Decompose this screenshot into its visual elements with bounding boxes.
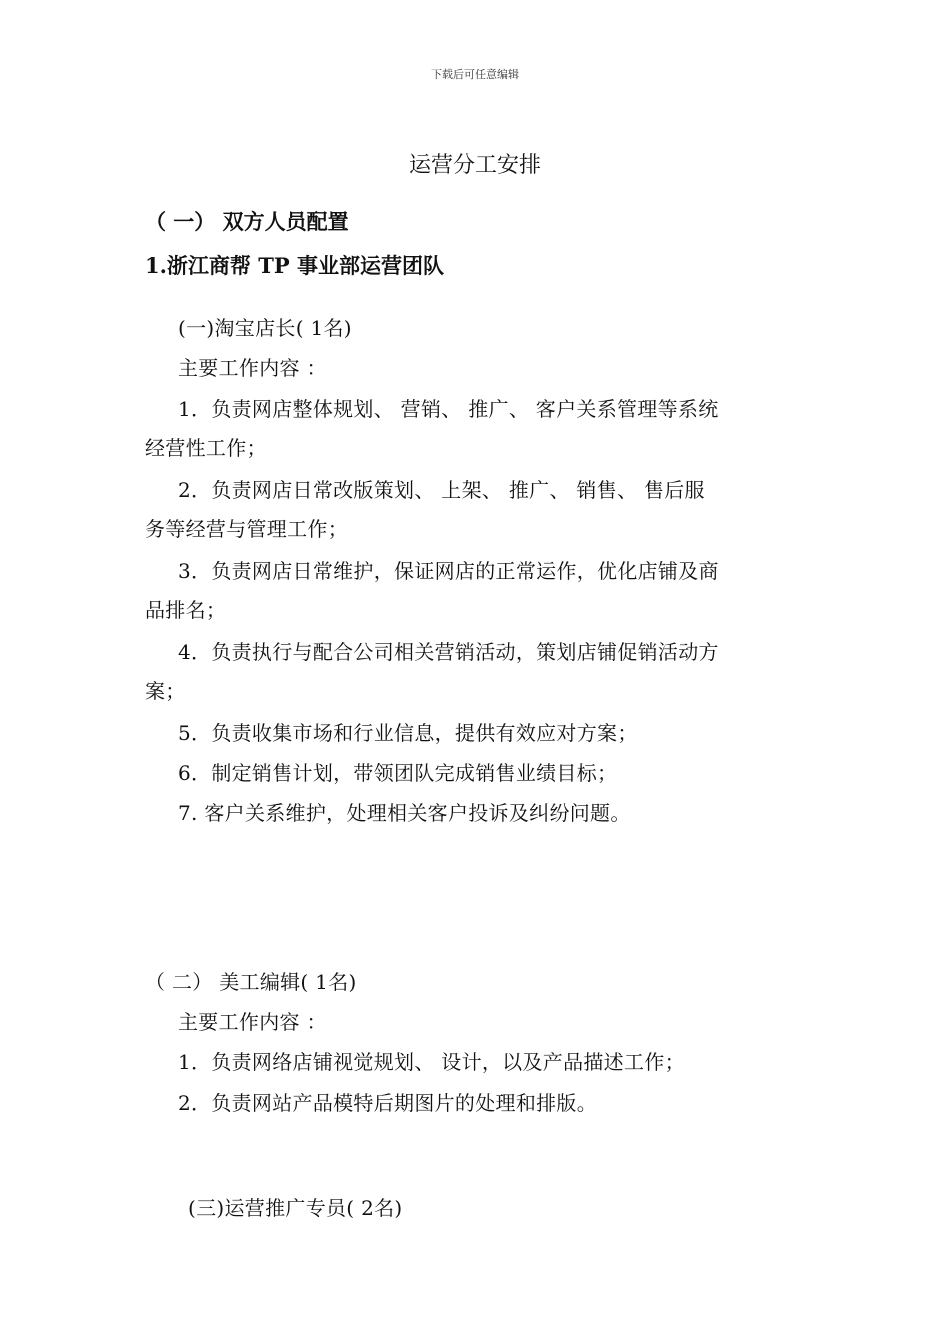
list-item: 4．负责执行与配合公司相关营销活动，策划店铺促销活动方 [178,640,719,664]
list-item: 5．负责收集市场和行业信息，提供有效应对方案； [178,721,638,745]
role-intro-designer: 主要工作内容 ： [178,1010,327,1034]
document-title: 运营分工安排 [408,153,541,178]
list-item: 1．负责网络店铺视觉规划、 设计，以及产品描述工作； [178,1050,685,1074]
role-title-store-manager: (一)淘宝店长( 1名) [178,316,352,340]
role-title-designer: （ 二） 美工编辑( 1名) [145,970,357,994]
role-title-promotion: (三)运营推广专员( 2名) [188,1196,403,1220]
list-item: 1．负责网店整体规划、 营销、 推广、 客户关系管理等系统 [178,397,719,421]
list-item-continuation: 务等经营与管理工作； [145,517,348,541]
section-heading-staffing: （ 一） 双方人员配置 [145,209,349,234]
list-item-continuation: 品排名； [145,598,227,622]
page-header: 下载后可任意编辑 [431,68,519,81]
list-item: 3．负责网店日常维护，保证网店的正常运作，优化店铺及商 [178,559,719,583]
list-item: 6．制定销售计划，带领团队完成销售业绩目标； [178,761,618,785]
list-item: 2．负责网站产品模特后期图片的处理和排版。 [178,1091,598,1115]
list-item-continuation: 案； [145,679,186,703]
list-item: 2．负责网店日常改版策划、 上架、 推广、 销售、 售后服 [178,478,705,502]
role-intro-store-manager: 主要工作内容 ： [178,356,327,380]
list-item: 7. 客户关系维护，处理相关客户投诉及纠纷问题。 [178,801,631,825]
team-heading: 1.浙江商帮 TP 事业部运营团队 [145,253,444,278]
list-item-continuation: 经营性工作； [145,436,267,460]
